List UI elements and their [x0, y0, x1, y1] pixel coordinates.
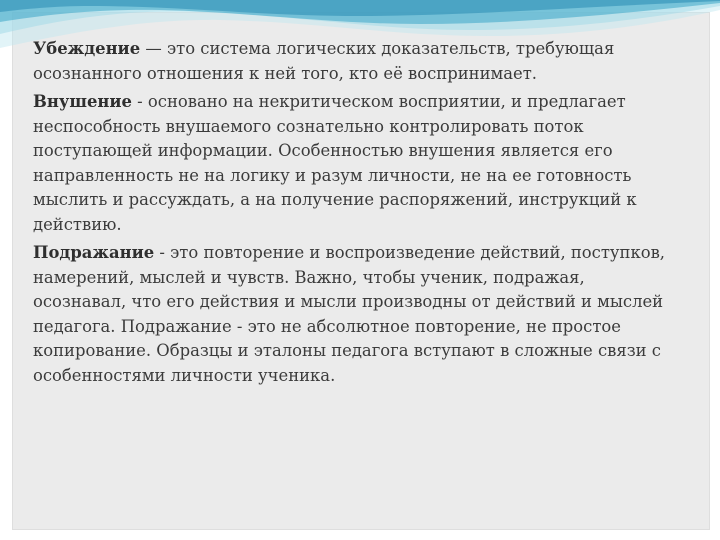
definition-vnushenie: - основано на некритическом восприятии, и предлагает неспособность внушаемого сознательно контролировать поток поступающей информации. Особенностью внушения является его направленность не на логику и разум личности, не на ее готовность мыслить и рассуждать, а на получение распоряжений, инструкций к действию.: [33, 92, 637, 234]
definition-podrazhanie: - это повторение и воспроизведение действий, поступков, намерений, мыслей и чувств. Важно, чтобы ученик, подражая, осознавал, что его действия и мысли производны от действий и мыслей педагога. Подражание - это не абсолютное повторение, не простое копирование. Образцы и эталоны педагога вступают в сложные связи с особенностями личности ученика.: [33, 243, 666, 385]
term-ubezhdenie: Убеждение: [33, 39, 141, 58]
paragraph-vnushenie: [33, 90, 683, 237]
term-podrazhanie: Подражание: [33, 243, 155, 262]
definition-ubezhdenie: — это система логических доказательств, требующая осознанного отношения к ней того, кто её воспринимает.: [33, 39, 615, 83]
paragraph-podrazhanie: [33, 241, 683, 388]
paragraph-ubezhdenie: [33, 37, 683, 86]
term-vnushenie: Внушение: [33, 92, 132, 111]
body-text: [33, 37, 683, 392]
